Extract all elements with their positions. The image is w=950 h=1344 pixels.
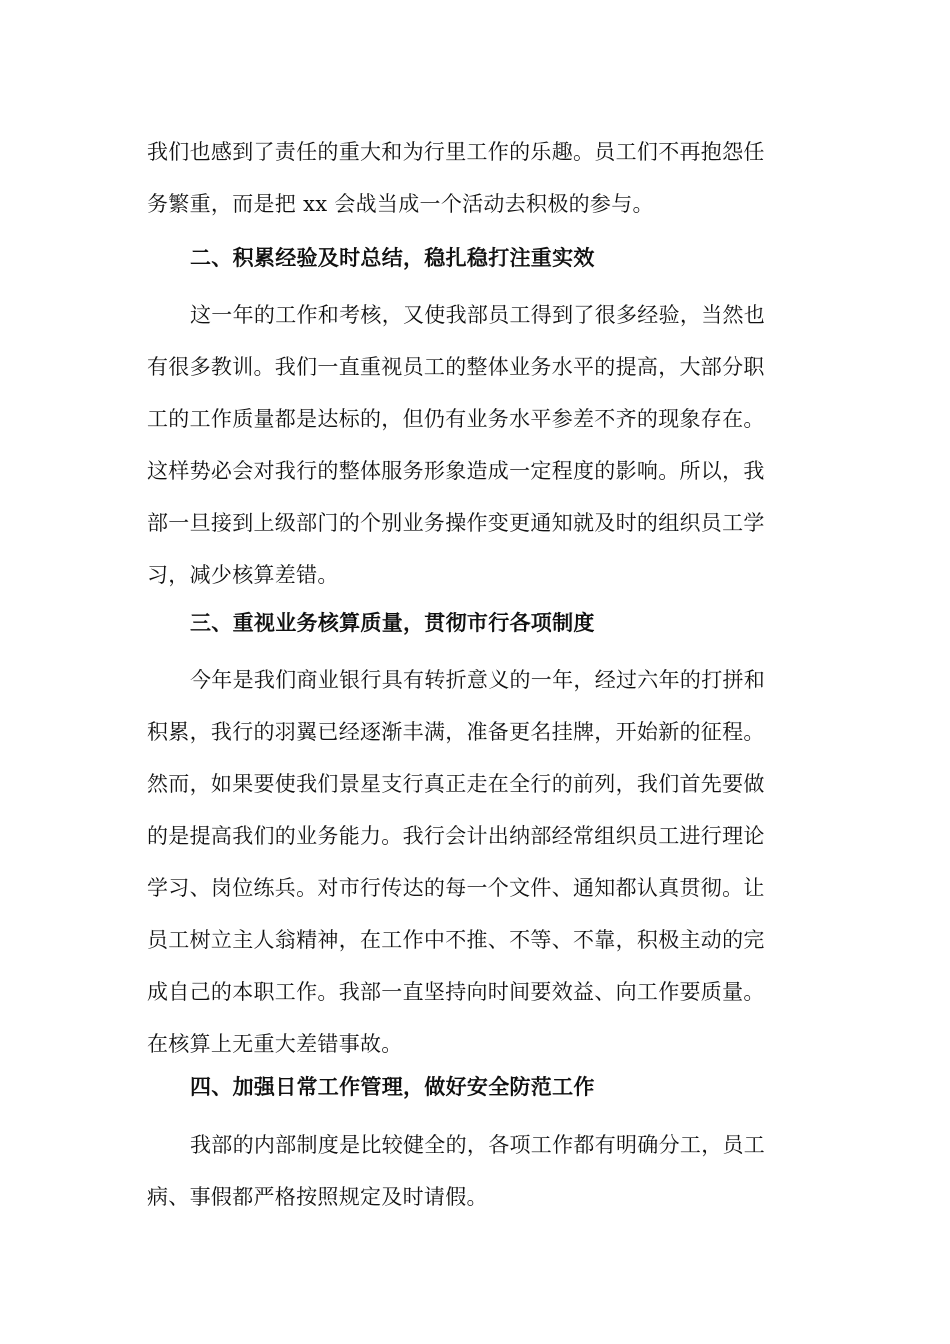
paragraph-line: 然而，如果要使我们景星支行真正走在全行的前列，我们首先要做 (147, 772, 765, 796)
paragraph-line: 学习、岗位练兵。对市行传达的每一个文件、通知都认真贯彻。让 (147, 876, 765, 900)
paragraph-line: 我们也感到了责任的重大和为行里工作的乐趣。员工们不再抱怨任 (147, 140, 765, 164)
paragraph-line: 积累，我行的羽翼已经逐渐丰满，准备更名挂牌，开始新的征程。 (147, 720, 765, 744)
paragraph-section-4 (147, 1119, 795, 1223)
paragraph-section-3 (147, 654, 795, 1070)
paragraph-section-2 (147, 289, 795, 601)
paragraph-line: 今年是我们商业银行具有转折意义的一年，经过六年的打拼和 (190, 668, 766, 692)
paragraph-line: 员工树立主人翁精神，在工作中不推、不等、不靠，积极主动的完 (147, 928, 765, 952)
paragraph-line: 我部的内部制度是比较健全的，各项工作都有明确分工，员工 (190, 1133, 766, 1157)
paragraph-line: 的是提高我们的业务能力。我行会计出纳部经常组织员工进行理论 (147, 824, 765, 848)
paragraph-line: 成自己的本职工作。我部一直坚持向时间要效益、向工作要质量。 (147, 980, 765, 1004)
section-heading-4: 四、加强日常工作管理，做好安全防范工作 (190, 1074, 595, 1099)
paragraph-line: 工的工作质量都是达标的，但仍有业务水平参差不齐的现象存在。 (147, 407, 765, 431)
paragraph-line: 病、事假都严格按照规定及时请假。 (147, 1185, 488, 1209)
paragraph-line: 部一旦接到上级部门的个别业务操作变更通知就及时的组织员工学 (147, 511, 765, 535)
paragraph-line: 务繁重，而是把 xx 会战当成一个活动去积极的参与。 (147, 192, 654, 216)
paragraph-line: 习，减少核算差错。 (147, 563, 339, 587)
paragraph-intro (147, 126, 795, 230)
paragraph-line: 这一年的工作和考核，又使我部员工得到了很多经验，当然也 (190, 303, 766, 327)
paragraph-line: 在核算上无重大差错事故。 (147, 1032, 403, 1056)
section-heading-2: 二、积累经验及时总结，稳扎稳打注重实效 (190, 245, 595, 270)
section-heading-3: 三、重视业务核算质量，贯彻市行各项制度 (190, 610, 595, 635)
paragraph-line: 这样势必会对我行的整体服务形象造成一定程度的影响。所以，我 (147, 459, 765, 483)
paragraph-line: 有很多教训。我们一直重视员工的整体业务水平的提高，大部分职 (147, 355, 765, 379)
